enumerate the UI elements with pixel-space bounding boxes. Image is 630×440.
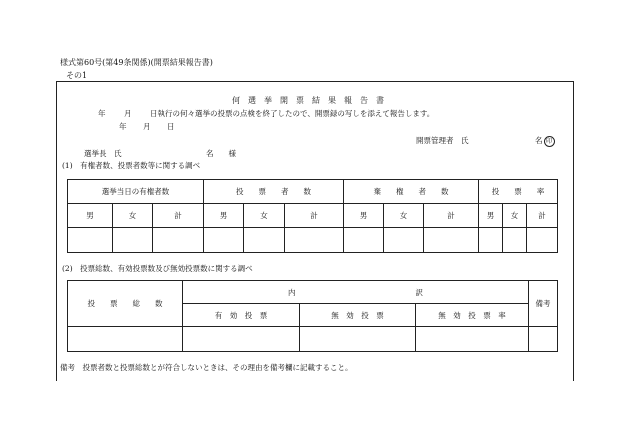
manager-name-suffix (535, 135, 555, 147)
name-suffix: 名 (535, 136, 543, 145)
header-male: 男 (204, 204, 244, 228)
header-female: 女 (113, 204, 153, 228)
header-female: 女 (384, 204, 424, 228)
header-total: 計 (527, 204, 558, 228)
remarks-header: 備考 (529, 281, 558, 327)
header-total: 計 (153, 204, 204, 228)
footnote: 備考 投票者数と投票総数とが符合しないときは、その理由を備考欄に記載すること。 (60, 363, 353, 372)
value-cell (285, 228, 344, 253)
value-cell (153, 228, 204, 253)
value-cell (424, 228, 479, 253)
date-month: 月 (143, 122, 151, 131)
header-male: 男 (479, 204, 503, 228)
manager-label: 開票管理者 氏 (416, 136, 469, 145)
value-cell (183, 327, 300, 352)
value-cell (479, 228, 503, 253)
value-cell (527, 228, 558, 253)
seal-icon: 印 (544, 136, 555, 147)
date-day: 日 (167, 122, 175, 131)
value-cell (344, 228, 384, 253)
header-total: 計 (424, 204, 479, 228)
chair-label: 選挙長 氏 (84, 149, 122, 158)
group-eligible-voters: 選挙当日の有権者数 (68, 180, 204, 204)
header-male: 男 (344, 204, 384, 228)
date-year: 年 (119, 122, 127, 131)
section2-heading: (2) 投票総数、有効投票数及び無効投票数に関する調べ (62, 264, 253, 273)
section1-heading: (1) 有権者数、投票者数等に関する調べ (62, 161, 201, 170)
total-votes-header: 投 票 総 数 (68, 281, 183, 327)
invalid-rate-header: 無 効 投 票 率 (416, 304, 529, 327)
value-cell (503, 228, 527, 253)
form-subtitle: その1 (66, 71, 88, 80)
form-number: 様式第60号(第49条関係)(開票結果報告書) (60, 58, 213, 67)
header-total: 計 (285, 204, 344, 228)
header-male: 男 (68, 204, 113, 228)
value-cell (244, 228, 285, 253)
chair-name: 名 様 (206, 149, 236, 158)
voters-table (67, 179, 558, 253)
report-title: 何 選 挙 開 票 結 果 報 告 書 (232, 96, 384, 105)
value-cell (113, 228, 153, 253)
intro-text: 日執行の何々選挙の投票の点検を終了したので、開票録の写しを添えて報告します。 (150, 109, 435, 118)
value-cell (68, 327, 183, 352)
value-cell (204, 228, 244, 253)
value-cell (68, 228, 113, 253)
value-cell (416, 327, 529, 352)
group-voters: 投 票 者 数 (204, 180, 344, 204)
breakdown-header: 内 訳 (183, 281, 529, 304)
invalid-votes-header: 無 効 投 票 (300, 304, 416, 327)
value-cell (300, 327, 416, 352)
group-turnout: 投 票 率 (479, 180, 558, 204)
group-abstainers: 棄 権 者 数 (344, 180, 479, 204)
intro-year: 年 (98, 109, 106, 118)
header-female: 女 (244, 204, 285, 228)
intro-month: 月 (124, 109, 132, 118)
header-female: 女 (503, 204, 527, 228)
valid-votes-header: 有 効 投 票 (183, 304, 300, 327)
value-cell (384, 228, 424, 253)
value-cell (529, 327, 558, 352)
ballots-table (67, 280, 558, 352)
